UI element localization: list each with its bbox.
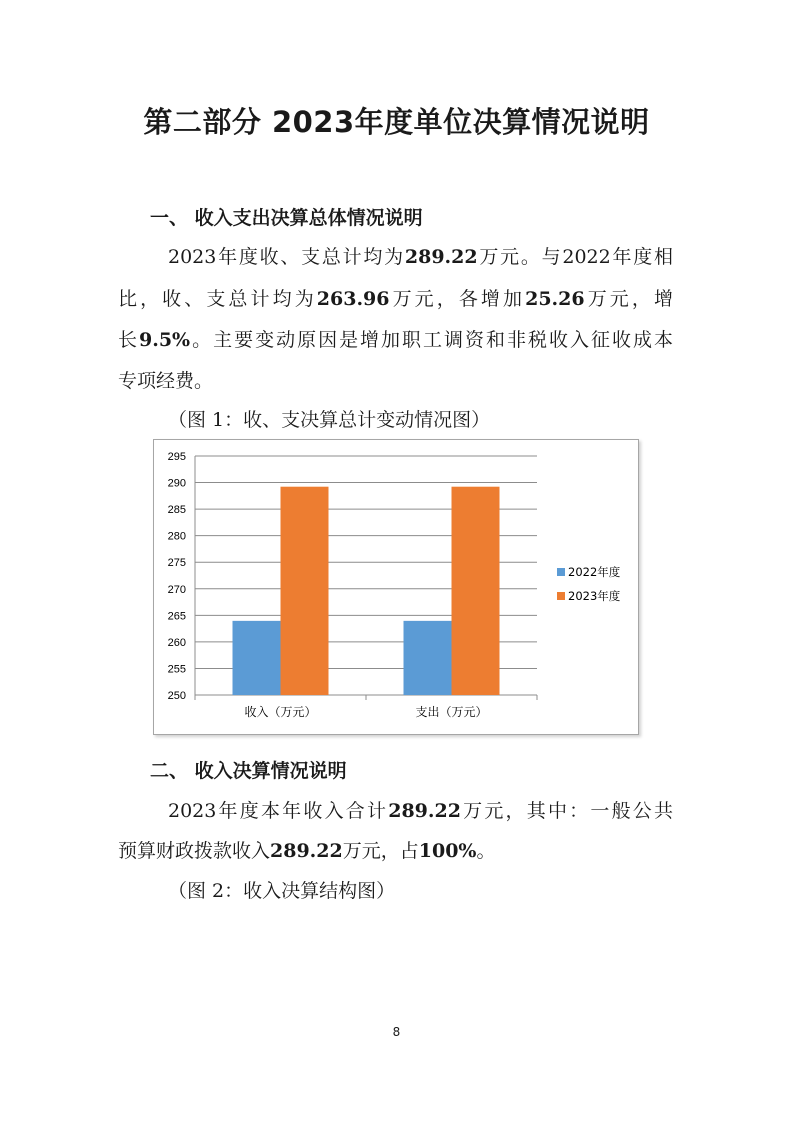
amount-total: 289.22 — [404, 246, 478, 268]
text-span: 比，收、支总计均为 — [118, 288, 317, 310]
y-tick-label: 265 — [167, 610, 186, 623]
text-span: 。 — [476, 840, 496, 862]
y-tick-label: 295 — [167, 451, 186, 463]
amount-appropriation: 289.22 — [270, 840, 343, 862]
legend-label: 2023年度 — [568, 589, 621, 603]
y-tick-label: 250 — [167, 690, 186, 702]
bar-1-2 — [404, 621, 452, 695]
text-span: 万元，其中：一般公共 — [460, 800, 673, 822]
y-tick-label: 260 — [167, 636, 186, 649]
text-span: 万元，增 — [584, 288, 673, 310]
section2-line-1 — [168, 796, 673, 823]
bar-2-1 — [281, 487, 329, 695]
y-tick-label: 255 — [167, 663, 186, 676]
y-tick-label: 285 — [167, 504, 186, 517]
growth-rate: 9.5% — [139, 329, 191, 351]
amount-income: 289.22 — [388, 800, 461, 822]
section1-line-2 — [118, 284, 673, 311]
figure2-caption: （图 2：收入决算结构图） — [168, 880, 396, 902]
text-span: 。主要变动原因是增加职工调资和非税收入征收成本 — [190, 329, 673, 351]
bar-chart — [154, 440, 638, 734]
legend-swatch — [557, 592, 565, 600]
page-number: 8 — [392, 1025, 401, 1039]
bar-2-2 — [452, 487, 500, 695]
page-title: 第二部分 2023年度单位决算情况说明 — [143, 105, 650, 139]
amount-increase: 25.26 — [525, 288, 585, 310]
text-span: 预算财政拨款收入 — [118, 840, 271, 862]
section2-line-2 — [118, 836, 495, 863]
legend-swatch — [557, 568, 565, 576]
text-span: 长 — [118, 329, 139, 351]
y-tick-label: 290 — [167, 477, 186, 490]
section1-line-4 — [118, 366, 213, 393]
legend-label: 2022年度 — [568, 565, 621, 579]
text-span: 万元，各增加 — [389, 288, 526, 310]
amount-prev-total: 263.96 — [316, 288, 390, 310]
x-tick-label: 收入（万元） — [244, 705, 317, 719]
y-tick-label: 280 — [167, 530, 186, 543]
chart-frame — [153, 439, 639, 735]
section1-line-3 — [118, 325, 673, 352]
figure1-caption: （图 1：收、支决算总计变动情况图） — [168, 409, 491, 431]
y-tick-label: 275 — [167, 557, 186, 570]
section1-line-1 — [168, 242, 673, 269]
section2-heading: 二、 收入决算情况说明 — [150, 760, 347, 782]
text-span: 2023年度本年收入合计 — [168, 800, 389, 822]
y-tick-label: 270 — [167, 583, 186, 596]
share-percent: 100% — [418, 840, 477, 862]
bar-1-1 — [233, 621, 281, 695]
text-span: 专项经费。 — [118, 370, 214, 392]
text-span: 万元。与2022年度相 — [477, 246, 673, 268]
section1-heading: 一、 收入支出决算总体情况说明 — [150, 207, 423, 229]
text-span: 2023年度收、支总计均为 — [168, 246, 405, 268]
x-tick-label: 支出（万元） — [415, 705, 488, 719]
text-span: 万元，占 — [342, 840, 419, 862]
